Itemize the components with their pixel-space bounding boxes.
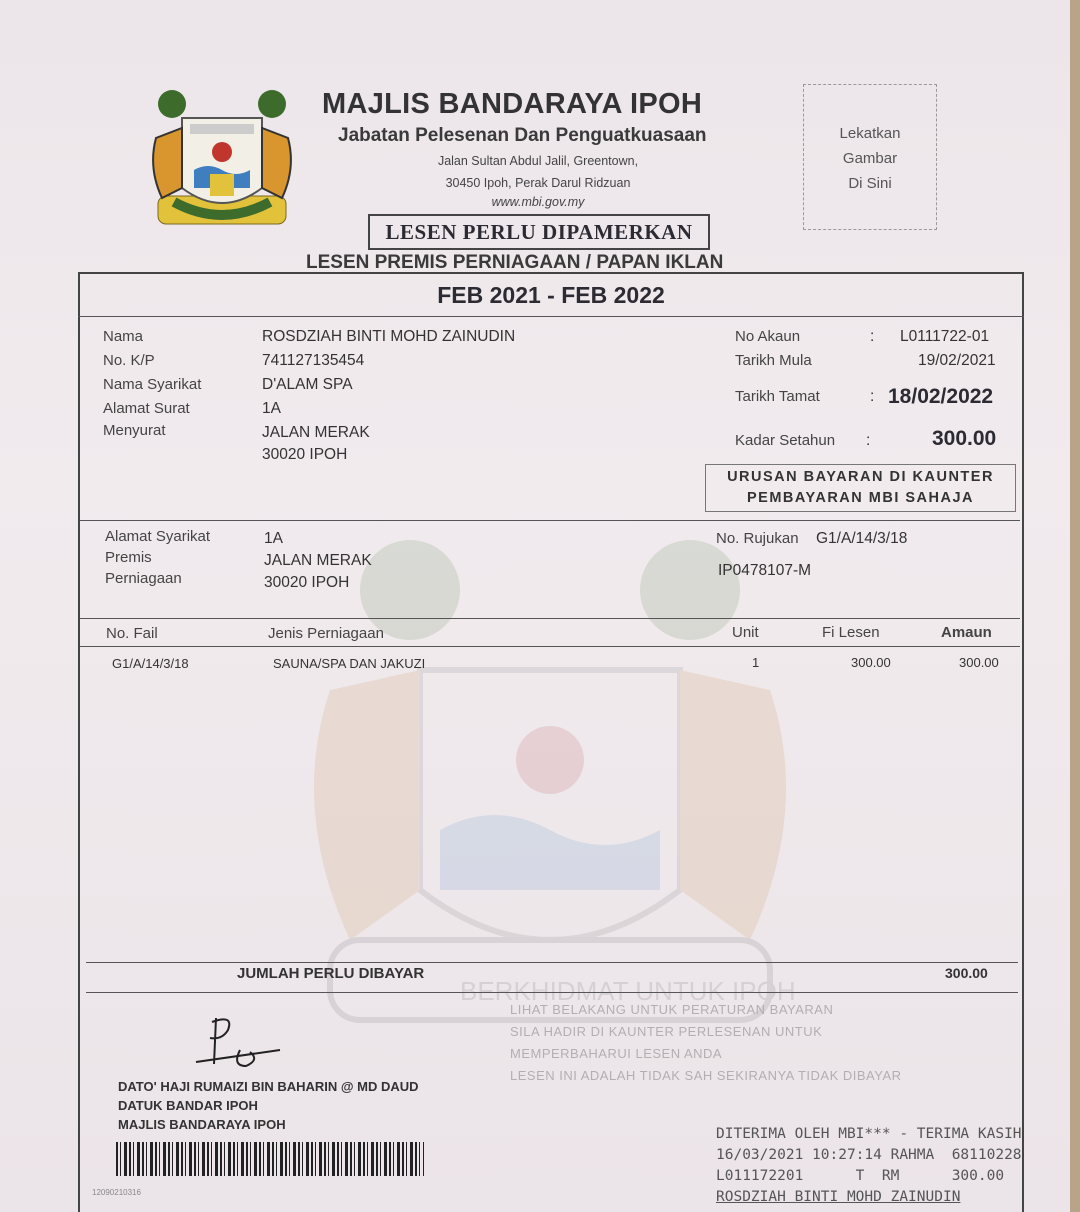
- name-label: Nama: [103, 328, 144, 345]
- colon: :: [870, 388, 875, 405]
- premise-label-1: Alamat Syarikat: [105, 528, 211, 545]
- signatory-org: MAJLIS BANDARAYA IPOH: [118, 1117, 286, 1132]
- premise-label-2: Premis: [105, 549, 152, 566]
- notice-line-3: MEMPERBAHARUI LESEN ANDA: [510, 1046, 723, 1061]
- row-amount: 300.00: [959, 655, 999, 670]
- mail-address-line-1: 1A: [262, 400, 281, 417]
- premise-line-2: JALAN MERAK: [264, 552, 372, 569]
- premise-line-1: 1A: [264, 530, 283, 547]
- department-name: Jabatan Pelesenan Dan Penguatkuasaan: [338, 125, 707, 146]
- mail-address-label-2: Menyurat: [103, 422, 166, 439]
- col-file-no: No. Fail: [106, 625, 158, 642]
- colon: :: [866, 432, 871, 449]
- receipt-line-2: 16/03/2021 10:27:14 RAHMA 68110228: [716, 1147, 1022, 1163]
- city-crest-logo: [138, 78, 306, 240]
- display-notice: LESEN PERLU DIPAMERKAN: [368, 214, 710, 250]
- total-label: JUMLAH PERLU DIBAYAR: [237, 965, 425, 982]
- account-label: No Akaun: [735, 328, 801, 345]
- license-period: FEB 2021 - FEB 2022: [437, 282, 665, 308]
- col-amount: Amaun: [941, 624, 992, 641]
- col-unit: Unit: [732, 624, 759, 641]
- mail-address-label-1: Alamat Surat: [103, 400, 190, 417]
- company-value: D'ALAM SPA: [262, 376, 353, 393]
- photo-label-1: Lekatkan: [839, 125, 901, 142]
- photo-label-2: Gambar: [842, 150, 898, 167]
- payment-instruction-line-2: PEMBAYARAN MBI SAHAJA: [746, 490, 975, 506]
- start-date-value: 19/02/2021: [918, 352, 996, 369]
- annual-rate-label: Kadar Setahun: [735, 432, 836, 449]
- signature: [188, 1010, 288, 1074]
- address-line-2: 30450 Ipoh, Perak Darul Ridzuan: [445, 176, 631, 190]
- ic-label: No. K/P: [103, 352, 155, 369]
- premise-line-3: 30020 IPOH: [264, 574, 350, 591]
- col-license-fee: Fi Lesen: [822, 624, 880, 641]
- row-file-no: G1/A/14/3/18: [112, 656, 189, 671]
- signatory-name: DATO' HAJI RUMAIZI BIN BAHARIN @ MD DAUD: [118, 1079, 419, 1094]
- license-type: LESEN PREMIS PERNIAGAAN / PAPAN IKLAN: [306, 252, 724, 273]
- payment-instruction: [705, 464, 1016, 512]
- payment-instruction-line-1: URUSAN BAYARAN DI KAUNTER: [727, 469, 994, 485]
- company-label: Nama Syarikat: [103, 376, 202, 393]
- receipt-line-1: DITERIMA OLEH MBI*** - TERIMA KASIH: [716, 1126, 1022, 1142]
- signatory-title: DATUK BANDAR IPOH: [118, 1098, 258, 1113]
- divider-total-top: [86, 962, 1018, 963]
- mail-address-line-3: 30020 IPOH: [262, 446, 348, 463]
- notice-line-2: SILA HADIR DI KAUNTER PERLESENAN UNTUK: [510, 1024, 823, 1039]
- premise-label-3: Perniagaan: [105, 570, 182, 587]
- divider-total-bottom: [86, 992, 1018, 993]
- receipt-line-3: L011172201 T RM 300.00: [716, 1168, 1005, 1184]
- name-value: ROSDZIAH BINTI MOHD ZAINUDIN: [262, 328, 516, 345]
- reference-value: G1/A/14/3/18: [816, 530, 908, 547]
- row-unit: 1: [752, 655, 760, 670]
- website: www.mbi.gov.my: [491, 195, 585, 209]
- frame-edge: [1070, 0, 1080, 1212]
- mail-address-line-2: JALAN MERAK: [262, 424, 370, 441]
- notice-line-1: LIHAT BELAKANG UNTUK PERATURAN BAYARAN: [510, 1002, 834, 1017]
- council-name: MAJLIS BANDARAYA IPOH: [322, 88, 703, 120]
- photo-label-3: Di Sini: [848, 175, 892, 192]
- row-license-fee: 300.00: [851, 655, 891, 670]
- address-line-1: Jalan Sultan Abdul Jalil, Greentown,: [437, 154, 639, 168]
- photo-placeholder: [803, 84, 937, 230]
- premise-code: IP0478107-M: [718, 562, 812, 579]
- notice-line-4: LESEN INI ADALAH TIDAK SAH SEKIRANYA TIDAK DIBAYAR: [510, 1068, 902, 1083]
- divider-period: [78, 316, 1024, 317]
- end-date-value: 18/02/2022: [888, 385, 994, 408]
- divider-table-top: [80, 618, 1020, 619]
- col-business-type: Jenis Perniagaan: [268, 625, 384, 642]
- watermark-motto: BERKHIDMAT UNTUK IPOH: [460, 976, 796, 1006]
- total-amount: 300.00: [945, 965, 988, 981]
- barcode-number: 12090210316: [92, 1188, 141, 1197]
- ic-value: 741127135454: [262, 352, 365, 369]
- reference-label: No. Rujukan: [716, 530, 799, 547]
- end-date-label: Tarikh Tamat: [735, 388, 820, 405]
- annual-rate-value: 300.00: [932, 427, 997, 450]
- receipt-line-4: ROSDZIAH BINTI MOHD ZAINUDIN: [716, 1189, 961, 1205]
- account-value: L0111722-01: [900, 328, 990, 345]
- row-business-type: SAUNA/SPA DAN JAKUZI: [273, 656, 426, 671]
- start-date-label: Tarikh Mula: [735, 352, 812, 369]
- divider-table-header: [80, 646, 1020, 647]
- divider-premise: [80, 520, 1020, 521]
- barcode: [116, 1142, 424, 1176]
- colon: :: [870, 328, 875, 345]
